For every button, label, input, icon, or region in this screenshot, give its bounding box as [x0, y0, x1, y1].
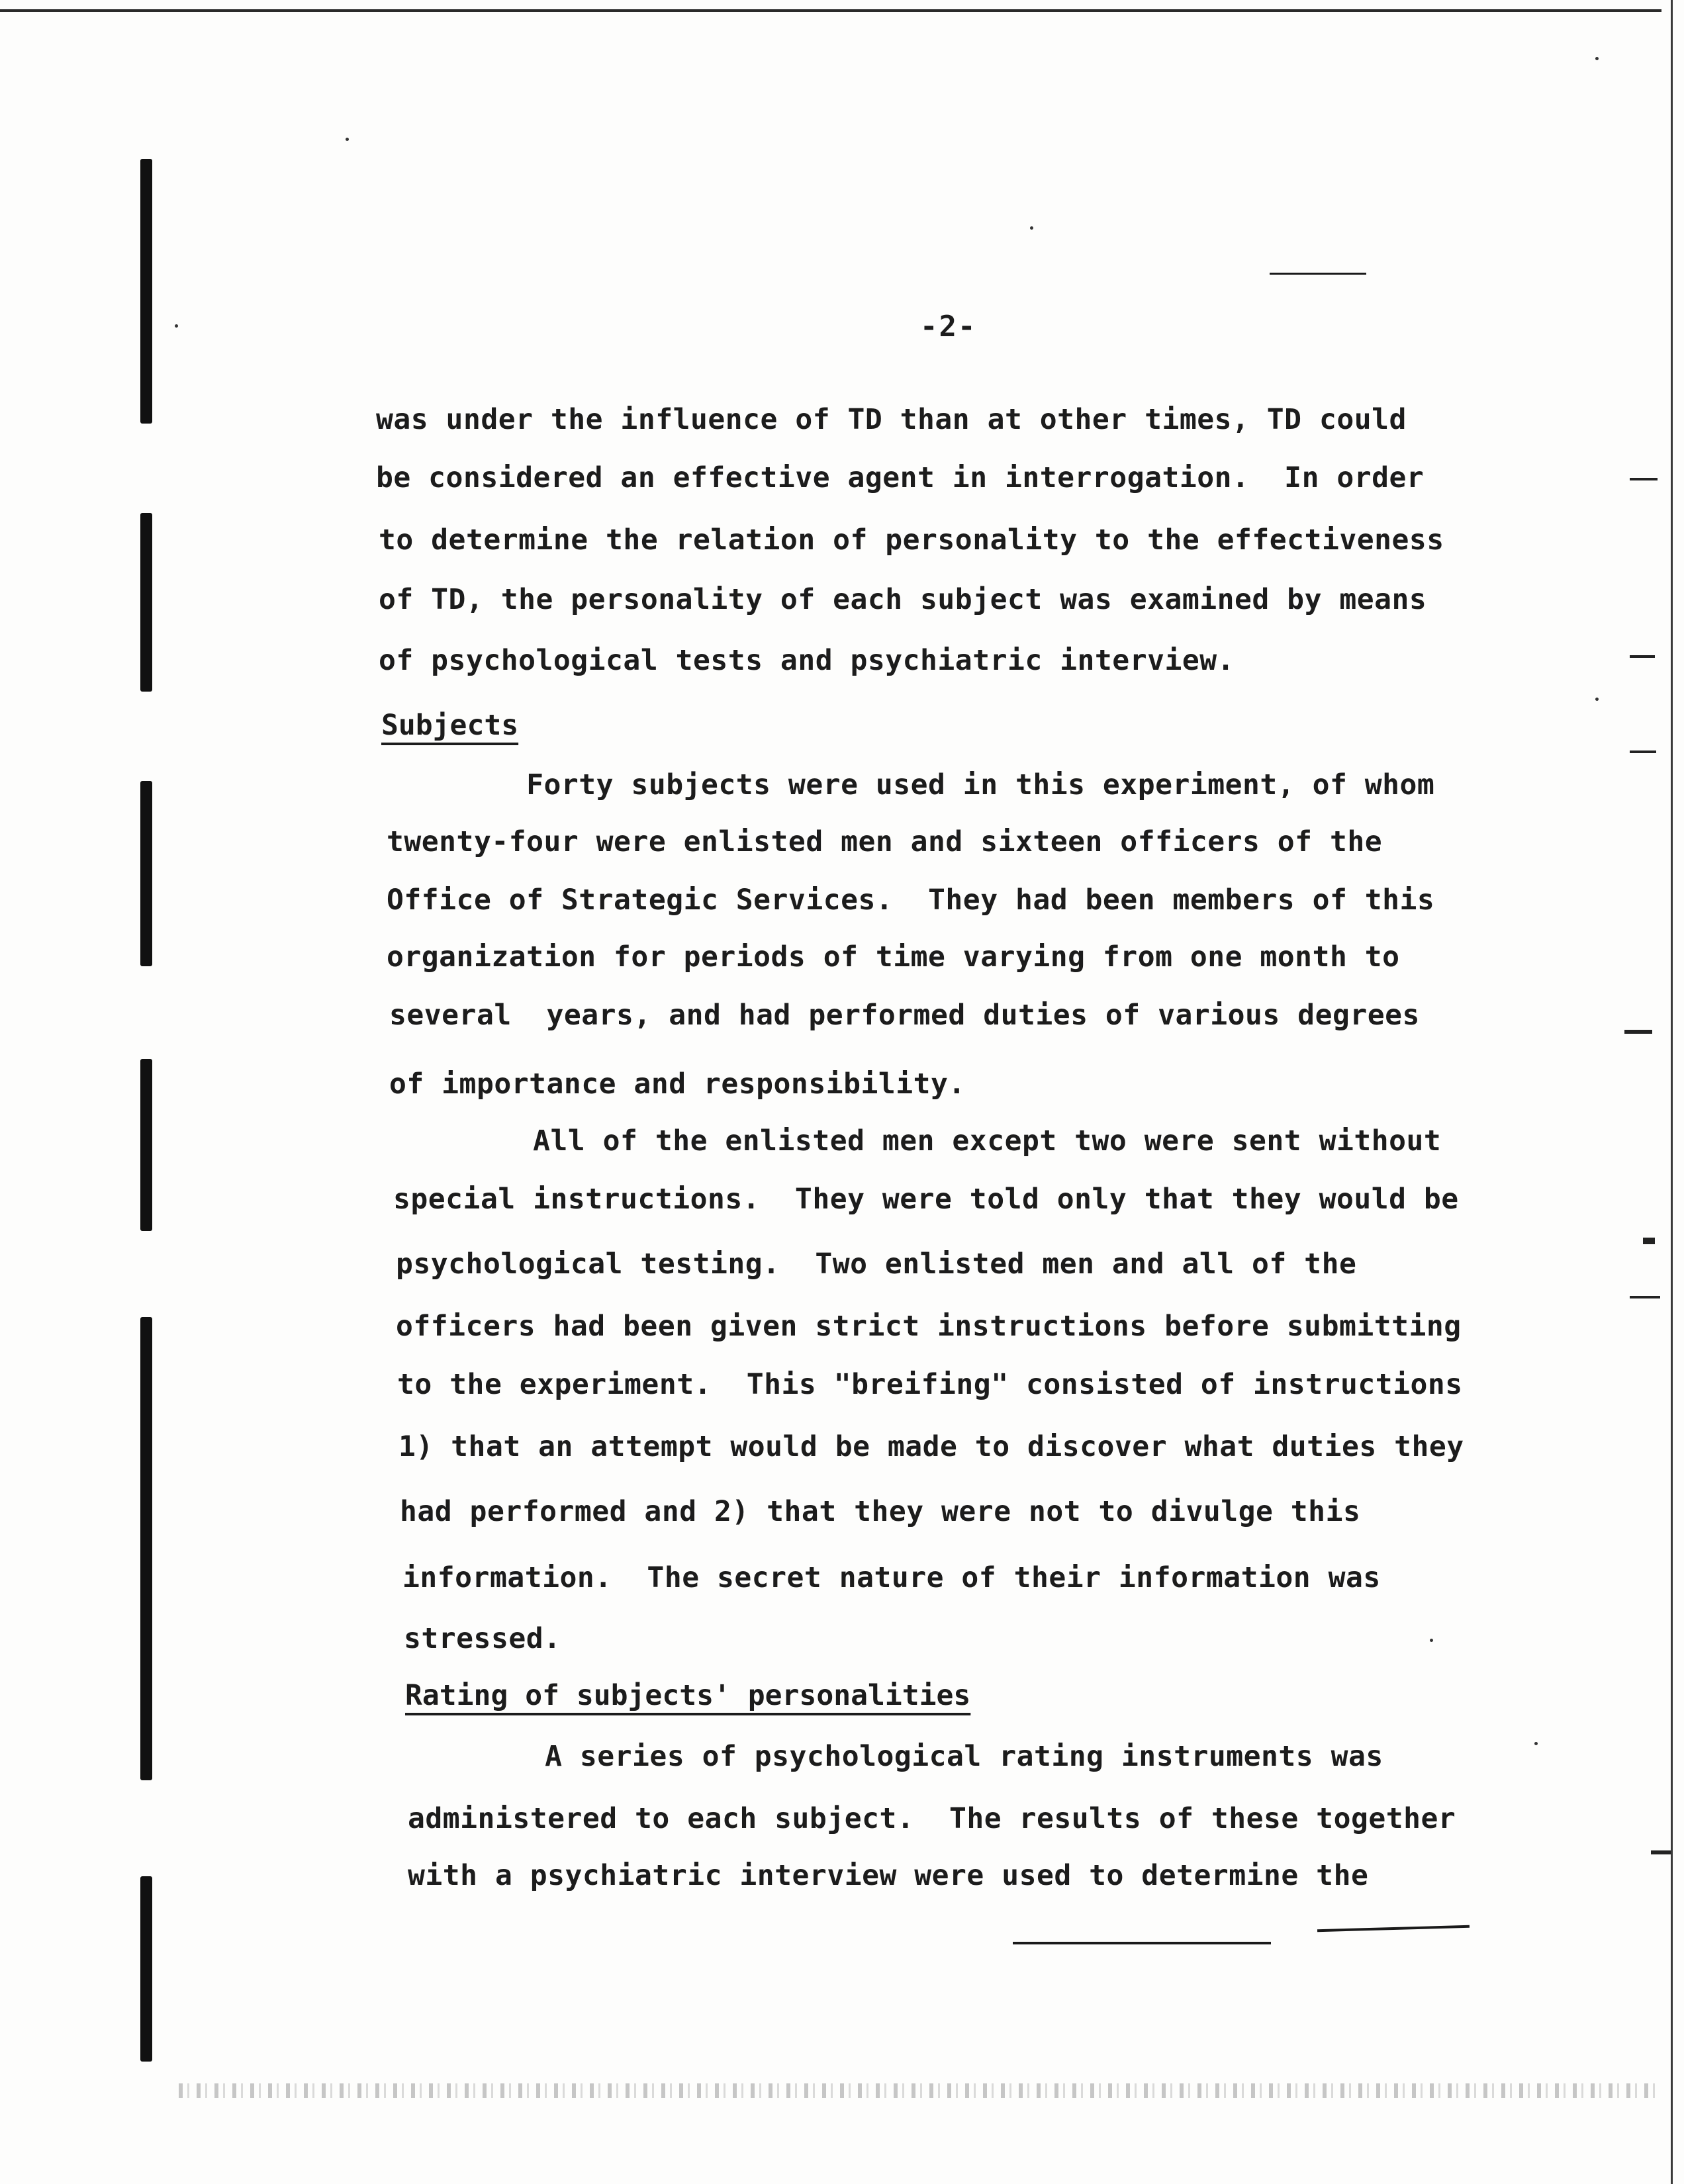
- binding-mark: [140, 1317, 152, 1780]
- page-number: -2-: [920, 310, 977, 343]
- text-line: All of the enlisted men except two were sent without: [393, 1124, 1442, 1158]
- text-line: of importance and responsibility.: [389, 1068, 966, 1101]
- speck: [1595, 698, 1599, 701]
- stray-line: [1317, 1925, 1470, 1932]
- text-line: of psychological tests and psychiatric interview.: [379, 644, 1235, 677]
- text-line: had performed and 2) that they were not to divulge this: [400, 1495, 1361, 1528]
- scan-bottom-noise: [179, 2083, 1655, 2098]
- text-line: Office of Strategic Services. They had been members of this: [387, 884, 1435, 917]
- binding-mark: [140, 159, 152, 424]
- binding-mark: [140, 1059, 152, 1231]
- text-line: twenty-four were enlisted men and sixteen officers of the: [387, 825, 1383, 858]
- speck: [175, 324, 178, 328]
- text-line: to the experiment. This "breifing" consisted of instructions: [397, 1368, 1463, 1401]
- text-line: information. The secret nature of their information was: [402, 1561, 1381, 1594]
- text-line: A series of psychological rating instruments was: [405, 1740, 1383, 1773]
- margin-mark: [1630, 478, 1658, 480]
- text-line: was under the influence of TD than at other times, TD could: [376, 403, 1407, 436]
- speck: [1030, 226, 1033, 230]
- speck: [1534, 1742, 1538, 1745]
- text-line: officers had been given strict instructions before submitting: [396, 1310, 1462, 1343]
- scan-top-edge: [0, 9, 1661, 12]
- text-line: organization for periods of time varying from one month to: [387, 940, 1400, 974]
- text-line: special instructions. They were told only that they would be: [393, 1183, 1459, 1216]
- binding-mark: [140, 781, 152, 966]
- speck: [1595, 57, 1599, 60]
- binding-mark: [140, 1876, 152, 2062]
- text-line: several years, and had performed duties of various degrees: [389, 999, 1420, 1032]
- stray-line: [1013, 1942, 1271, 1944]
- text-line: of TD, the personality of each subject was examined by means: [379, 583, 1427, 616]
- text-line: 1) that an attempt would be made to discover what duties they: [398, 1430, 1464, 1463]
- text-line: with a psychiatric interview were used to determine the: [408, 1859, 1369, 1892]
- text-line: Forty subjects were used in this experiment, of whom: [387, 768, 1435, 801]
- text-line: to determine the relation of personality to the effectiveness: [379, 523, 1444, 557]
- rating-heading: Rating of subjects' personalities: [405, 1679, 971, 1712]
- margin-mark: [1651, 1850, 1671, 1854]
- margin-mark: [1630, 1296, 1660, 1298]
- subjects-heading: Subjects: [381, 709, 519, 742]
- binding-mark: [140, 513, 152, 692]
- margin-mark: [1630, 751, 1656, 753]
- text-line: be considered an effective agent in interrogation. In order: [376, 461, 1425, 494]
- margin-mark: [1624, 1030, 1652, 1034]
- text-line: administered to each subject. The results of these together: [408, 1802, 1456, 1835]
- stray-line: [1270, 273, 1366, 275]
- scan-right-edge: [1671, 0, 1673, 2184]
- margin-mark: [1643, 1238, 1655, 1244]
- margin-mark: [1630, 655, 1655, 658]
- text-line: stressed.: [404, 1622, 561, 1655]
- speck: [1430, 1639, 1433, 1642]
- text-line: psychological testing. Two enlisted men and all of the: [396, 1248, 1357, 1281]
- speck: [346, 138, 349, 141]
